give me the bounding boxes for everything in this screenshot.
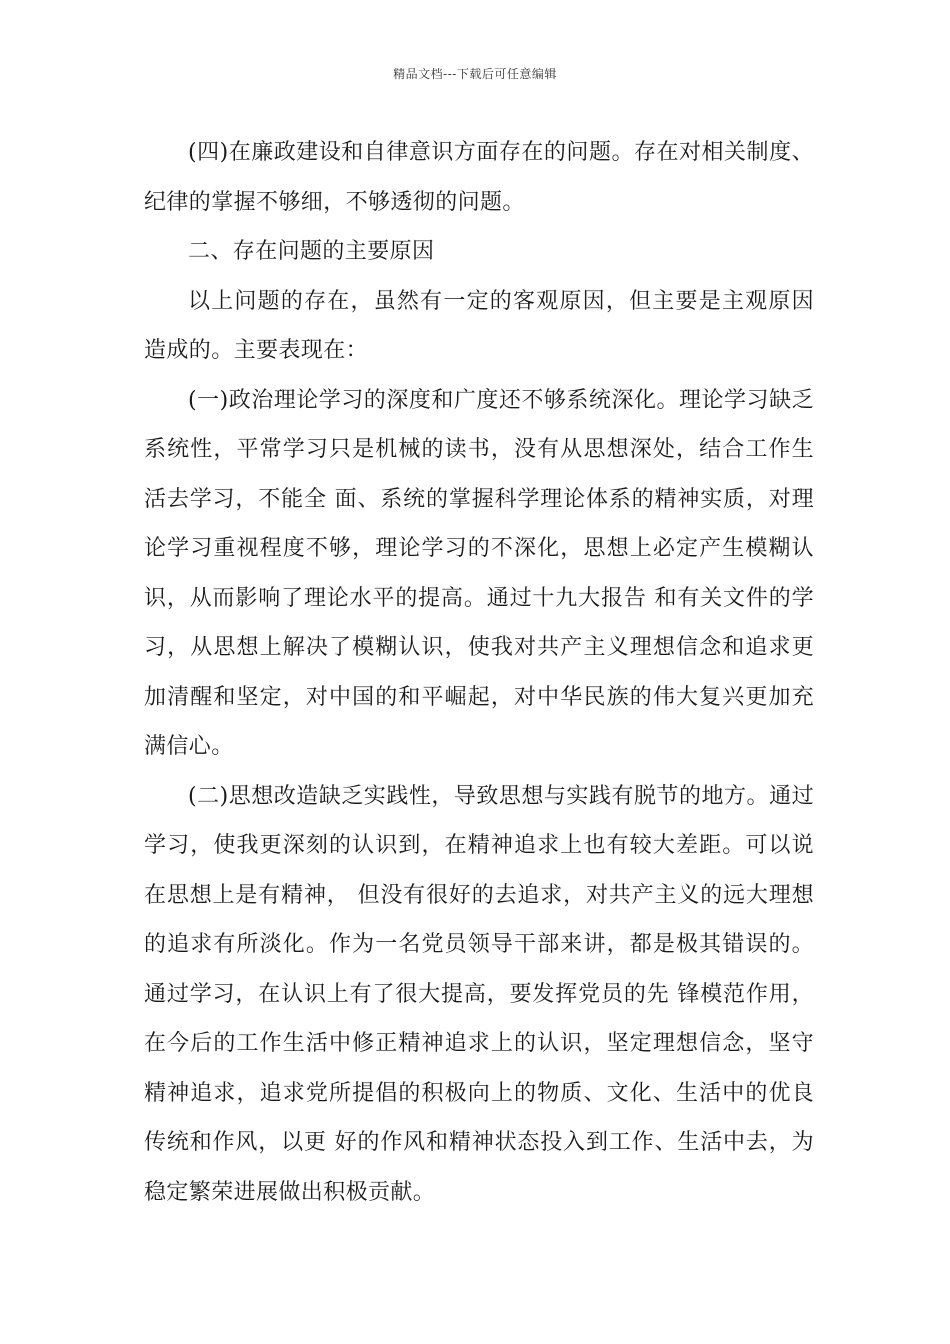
paragraph-causes-intro: 以上问题的存在，虽然有一定的客观原因，但主要是主观原因造成的。主要表现在： [144,288,814,363]
paragraph-practice-gap: (二)思想改造缺乏实践性，导致思想与实践有脱节的地方。通过学习，使我更深刻的认识到，在精神追求上也有较大差距。可以说在思想上是有精神， 但没有很好的去追求，对共产主义的远大理想的追求有所淡化。作为一名党员领导干部来讲，都是极其错误的。通过学习，在认识上有了很大提高，要发挥党员的先 锋模范作用，在今后的工作生活中修正精神追求上的认识，坚定理想信念，坚守精神追求，追求党所提倡的积极向上的物质、文化、生活中的优良传统和作风，以更 好的作风和精神状态投入到工作、生活中去，为稳定繁荣进展做出积极贡献。 [144,783,814,1205]
section-heading-main-causes: 二、存在问题的主要原因 [188,239,435,264]
page-header: 精品文档---下载后可任意编辑 [393,67,557,81]
document-body [144,128,814,1217]
paragraph-discipline-issue: (四)在廉政建设和自律意识方面存在的问题。存在对相关制度、纪律的掌握不够细，不够透彻的问题。 [144,140,814,215]
paragraph-theory-study: (一)政治理论学习的深度和广度还不够系统深化。理论学习缺乏系统性，平常学习只是机械的读书，没有从思想深处，结合工作生活去学习，不能全 面、系统的掌握科学理论体系的精神实质，对理论学习重视程度不够，理论学习的不深化，思想上必定产生模糊认识，从而影响了理论水平的提高。通过十九大报告 和有关文件的学习，从思想上解决了模糊认识，使我对共产主义理想信念和追求更加清醒和坚定，对中国的和平崛起，对中华民族的伟大复兴更加充满信心。 [144,387,814,759]
